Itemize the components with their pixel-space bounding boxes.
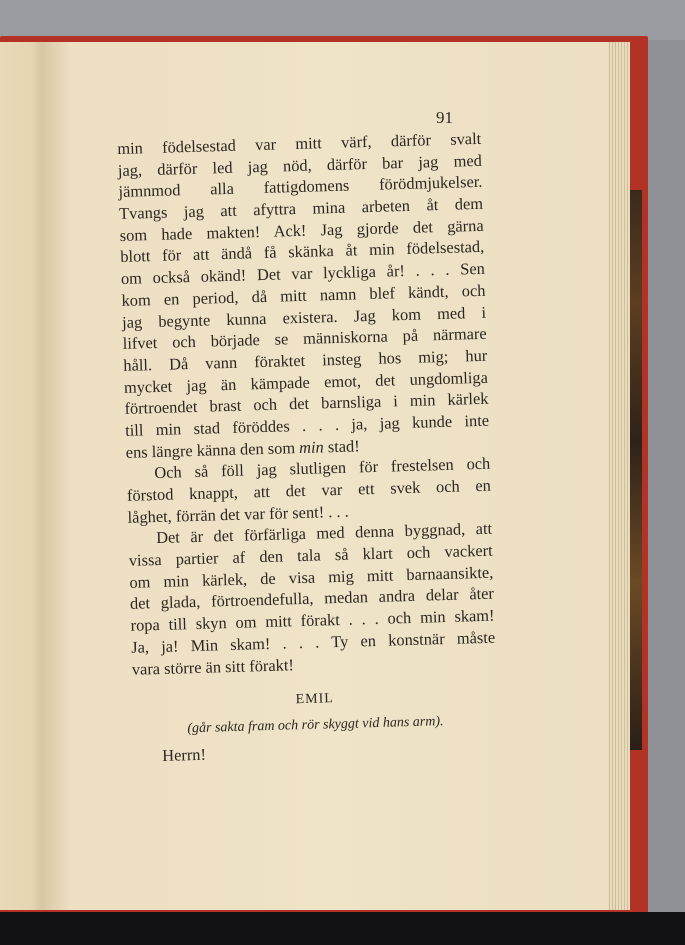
left-page [0, 42, 44, 910]
text-line: jämnmod alla fattigdomens förödmjukelser. [118, 172, 483, 202]
emphasized-word: min [298, 436, 324, 457]
background [0, 0, 685, 40]
text-line: låghet, förrän det var för sent! . . . [127, 501, 349, 527]
text-line: Ja, ja! Min skam! . . . Ty en konstnär måste [130, 627, 496, 657]
stage-direction: (går sakta fram och rör skyggt vid hans arm). [187, 714, 444, 737]
text-line: om min kärlek, de visa mig mitt barnaansikte, [129, 562, 494, 592]
text-line: Det är det förfärliga med denna byggnad, att [155, 519, 493, 548]
text-line: om också okänd! Det var lyckliga år! . . . Sen [120, 258, 486, 289]
text-line: min födelsestad var mitt värf, därför svalt [117, 128, 482, 158]
text-line: som hade makten! Ack! Jag gjorde det gärna [119, 215, 484, 245]
text-line: håll. Då vann föraktet insteg hos mig; hur [123, 345, 488, 375]
text-line: kom en period, då mitt namn blef kändt, och [121, 280, 486, 310]
page-number: 91 [436, 108, 453, 127]
text-line: vissa partier af den tala så klart och vackert [128, 540, 493, 570]
reply-line: Herrn! [161, 744, 207, 766]
text-line: blott för att ändå få skänka åt min födelsestad, [120, 237, 485, 267]
text-line: jag begynte kunna existera. Jag kom med i [121, 302, 487, 332]
text-line: lifvet och började se människorna på närmare [122, 323, 487, 354]
speaker-name: EMIL [295, 691, 335, 708]
text-fragment: stad! [323, 435, 360, 456]
text-block [117, 128, 499, 772]
text-line: det glada, förtroendefulla, medan andra delar åter [129, 584, 495, 614]
text-line: vara större än sitt förakt! [131, 654, 295, 679]
text-fragment: ens längre känna den som [125, 437, 300, 462]
text-line: Och så föll jag slutligen för frestelsen och [154, 454, 491, 483]
text-line: mycket jag än kämpade emot, det ungdomliga [123, 367, 489, 397]
text-line: förstod knappt, att det var ett svek och en [126, 475, 492, 505]
text-line: förtroendet brast och det barnsliga i min kärlek [124, 388, 489, 419]
text-line: till min stad föröddes . . . ja, jag kunde inte [124, 410, 490, 440]
text-line: Tvangs jag att afyttra mina arbeten åt dem [118, 193, 484, 224]
text-line: ropa till skyn om mitt förakt . . . och min skam! [130, 605, 495, 635]
text-line: jag, därför led jag nöd, därför bar jag med [117, 150, 483, 180]
bottom-shadow [0, 912, 685, 945]
